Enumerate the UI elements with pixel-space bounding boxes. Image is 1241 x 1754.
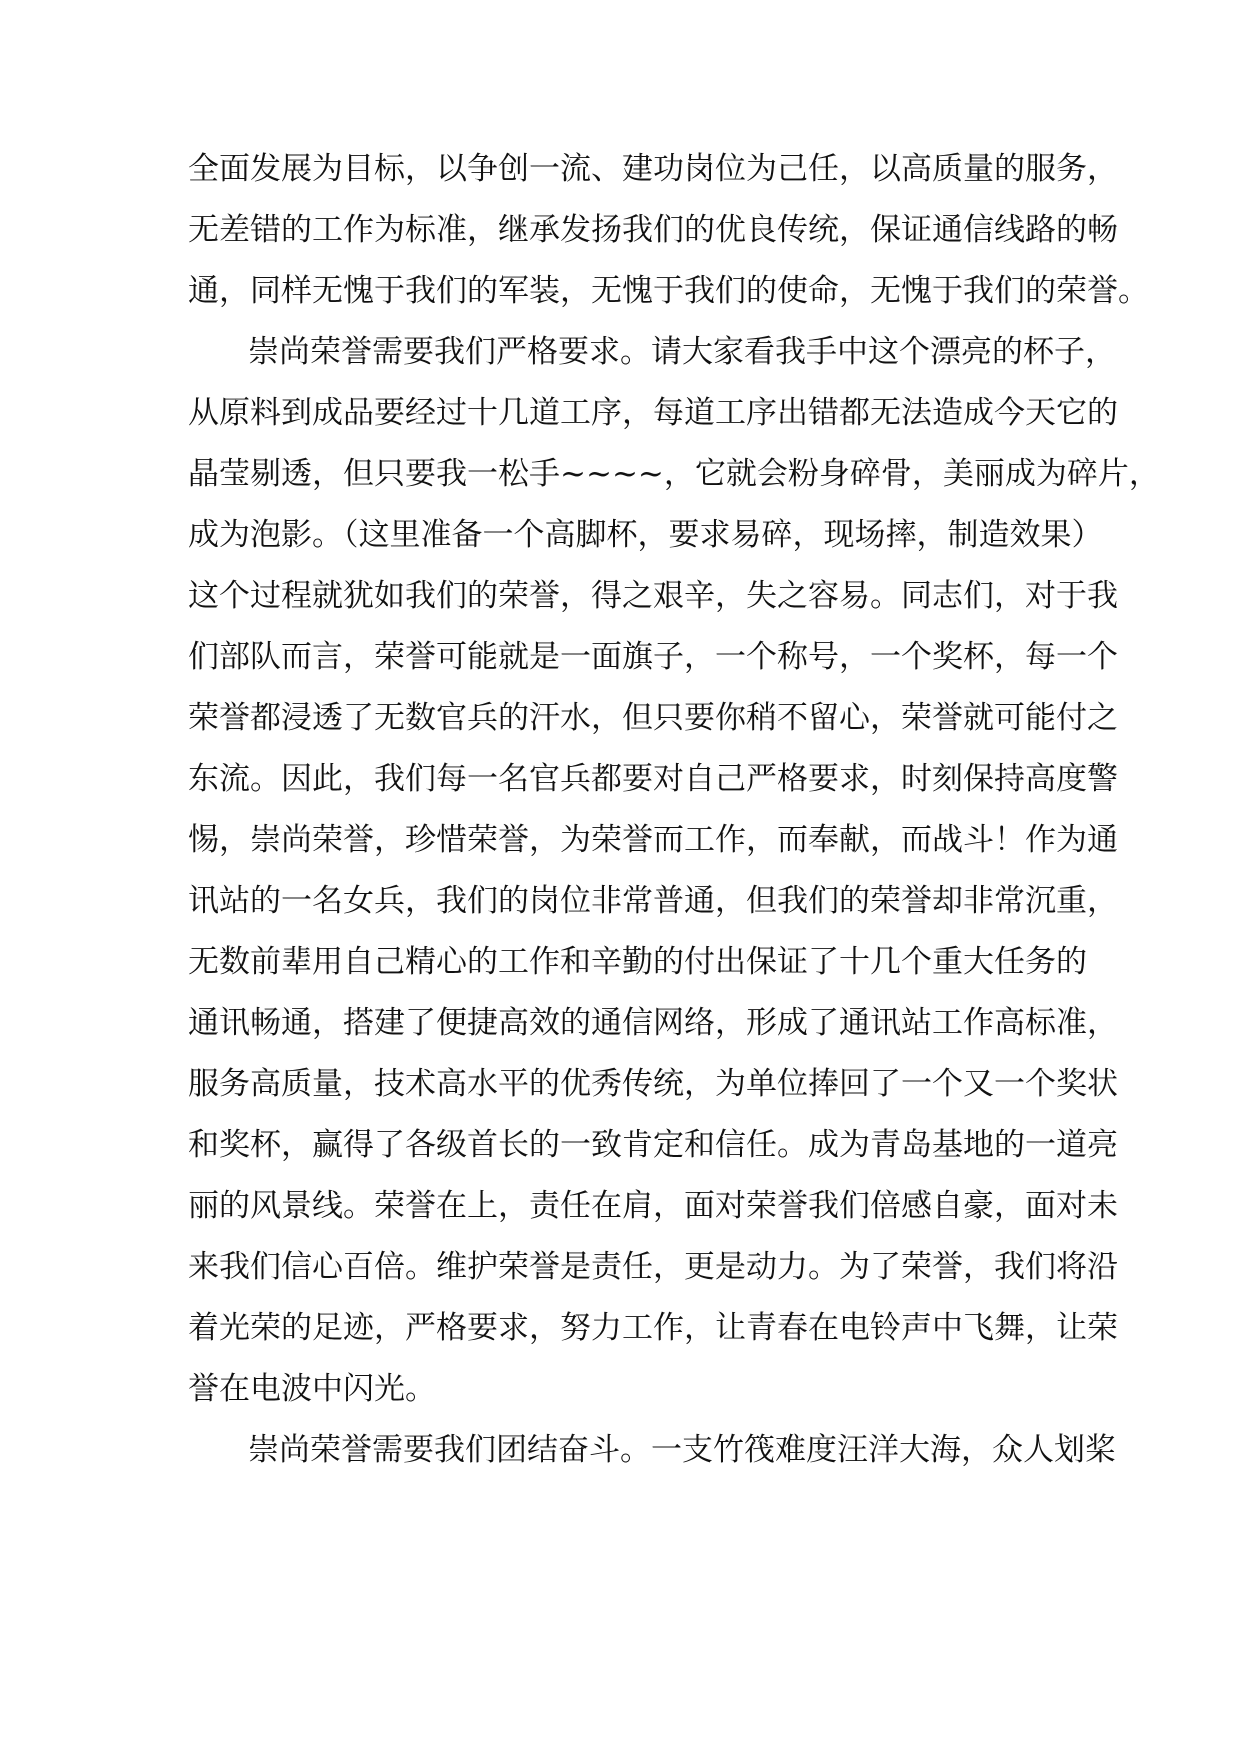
text-line: 全面发展为目标，以争创一流、建功岗位为己任，以高质量的服务， [188,151,1118,187]
text-line: 成为泡影。（这里准备一个高脚杯，要求易碎，现场摔，制造效果） [188,517,1103,553]
text-line: 服务高质量，技术高水平的优秀传统，为单位捧回了一个又一个奖状 [188,1066,1118,1102]
text-line: 来我们信心百倍。维护荣誉是责任，更是动力。为了荣誉，我们将沿 [188,1249,1118,1285]
text-line: 从原料到成品要经过十几道工序，每道工序出错都无法造成今天它的 [188,395,1118,431]
text-line: 荣誉都浸透了无数官兵的汗水，但只要你稍不留心，荣誉就可能付之 [188,700,1118,736]
paragraph-start-line: 崇尚荣誉需要我们严格要求。请大家看我手中这个漂亮的杯子， [248,334,1116,370]
text-line: 讯站的一名女兵，我们的岗位非常普通，但我们的荣誉却非常沉重， [188,883,1118,919]
paragraph-end-line: 誉在电波中闪光。 [188,1371,436,1407]
paragraph-start-line: 崇尚荣誉需要我们团结奋斗。一支竹筏难度汪洋大海，众人划桨 [248,1432,1116,1468]
text-line: 无数前辈用自己精心的工作和辛勤的付出保证了十几个重大任务的 [188,944,1087,980]
text-line: 无差错的工作为标准，继承发扬我们的优良传统，保证通信线路的畅 [188,212,1118,248]
text-line: 通，同样无愧于我们的军装，无愧于我们的使命，无愧于我们的荣誉。 [188,273,1149,309]
text-line: 丽的风景线。荣誉在上，责任在肩，面对荣誉我们倍感自豪，面对未 [188,1188,1118,1224]
text-line: 着光荣的足迹，严格要求，努力工作，让青春在电铃声中飞舞，让荣 [188,1310,1118,1346]
text-line: 和奖杯，赢得了各级首长的一致肯定和信任。成为青岛基地的一道亮 [188,1127,1118,1163]
text-line: 这个过程就犹如我们的荣誉，得之艰辛，失之容易。同志们，对于我 [188,578,1118,614]
text-line: 通讯畅通，搭建了便捷高效的通信网络，形成了通讯站工作高标准， [188,1005,1118,1041]
text-line: 们部队而言，荣誉可能就是一面旗子，一个称号，一个奖杯，每一个 [188,639,1118,675]
text-line: 晶莹剔透，但只要我一松手~~~~，它就会粉身碎骨，美丽成为碎片， [188,456,1160,492]
text-line: 东流。因此，我们每一名官兵都要对自己严格要求，时刻保持高度警 [188,761,1118,797]
text-line: 惕，崇尚荣誉，珍惜荣誉，为荣誉而工作，而奉献，而战斗！作为通 [188,822,1118,858]
